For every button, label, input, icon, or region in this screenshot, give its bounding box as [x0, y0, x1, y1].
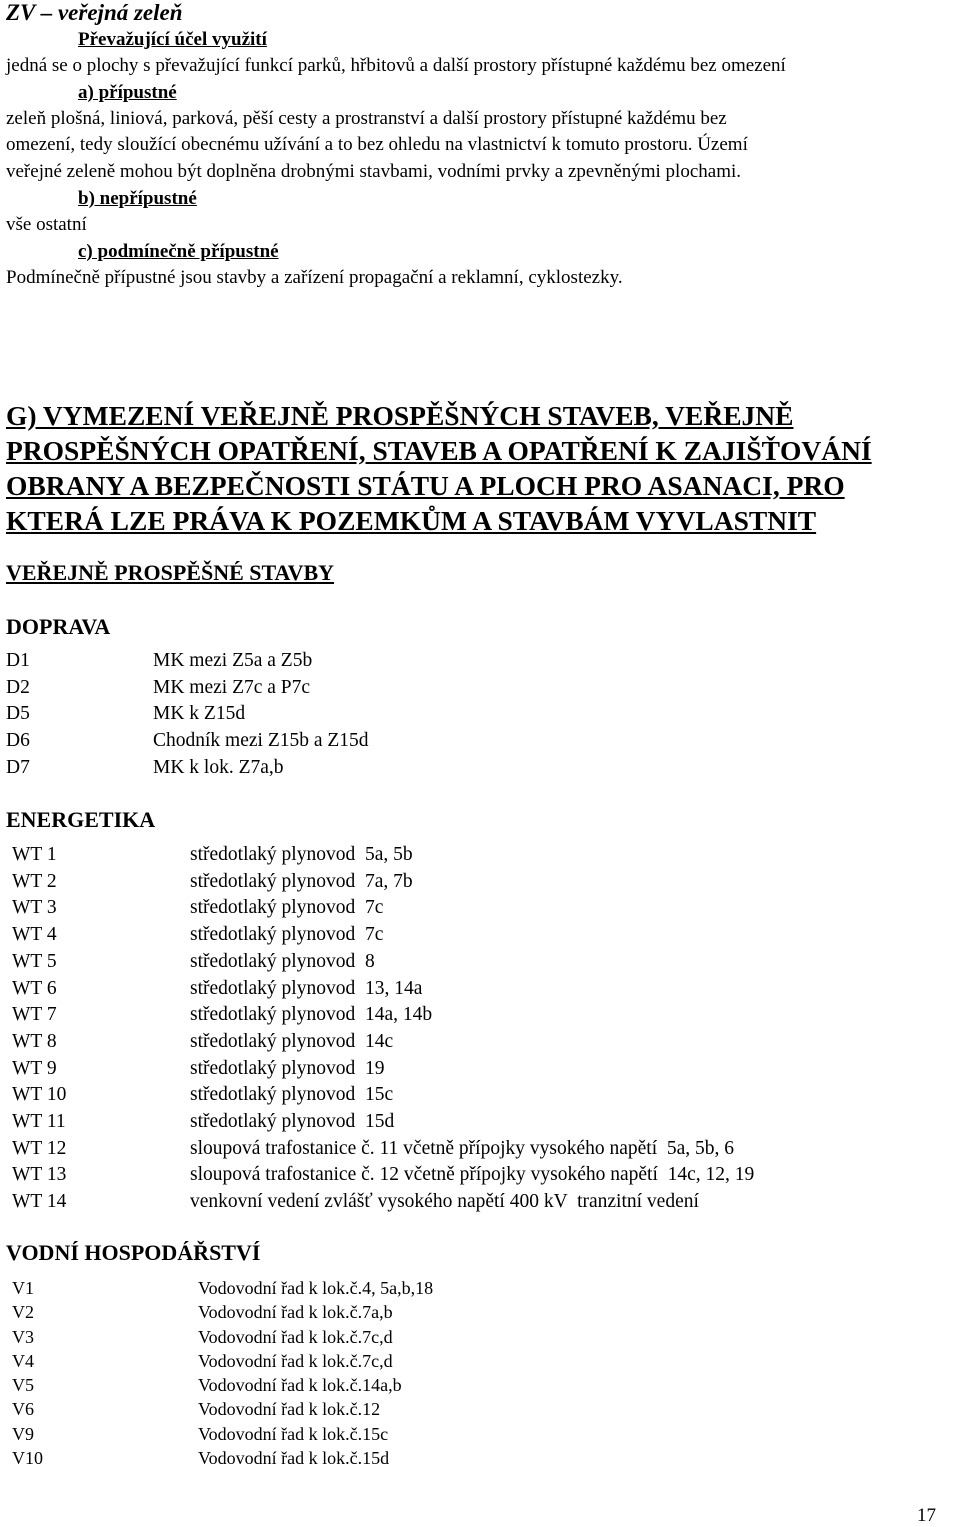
row-code: D1	[6, 650, 30, 671]
row-code: WT 13	[12, 1164, 67, 1186]
table-row	[12, 1056, 754, 1083]
table-row	[12, 949, 754, 976]
row-desc: Chodník mezi Z15b a Z15d	[153, 730, 369, 752]
row-code: WT 7	[12, 1004, 57, 1026]
row-desc: MK mezi Z5a a Z5b	[153, 650, 313, 671]
row-code: WT 10	[12, 1084, 67, 1106]
row-desc: MK mezi Z7c a P7c	[153, 676, 311, 698]
table-row	[12, 1349, 433, 1373]
row-code: WT 9	[12, 1057, 57, 1079]
row-code: V6	[12, 1399, 34, 1420]
row-desc: středotlaký plynovod 7a, 7b	[190, 870, 413, 892]
section-g-title-line-1: G) VYMEZENÍ VEŘEJNĚ PROSPĚŠNÝCH STAVEB, VEŘEJNĚ	[6, 400, 794, 431]
row-desc: Vodovodní řad k lok.č.12	[198, 1399, 381, 1420]
section-g-title-line-2: PROSPĚŠNÝCH OPATŘENÍ, STAVEB A OPATŘENÍ K ZAJIŠŤOVÁNÍ	[6, 435, 872, 466]
table-row	[12, 1325, 433, 1349]
row-code: WT 11	[12, 1111, 66, 1133]
energetika-table	[12, 842, 754, 1216]
row-desc: Vodovodní řad k lok.č.7c,d	[198, 1326, 393, 1347]
row-code: WT 4	[12, 924, 57, 946]
row-desc: Vodovodní řad k lok.č.7c,d	[198, 1350, 393, 1371]
row-desc: Vodovodní řad k lok.č.15c	[198, 1423, 389, 1444]
row-code: V5	[12, 1375, 34, 1396]
row-code: WT 3	[12, 897, 57, 919]
usage-heading: Převažující účel využití	[78, 29, 267, 50]
table-row	[6, 701, 369, 728]
not-permitted-text: vše ostatní	[6, 214, 87, 235]
energetika-heading: ENERGETIKA	[6, 807, 156, 832]
row-desc: středotlaký plynovod 15d	[190, 1111, 395, 1133]
row-desc: MK k lok. Z7a,b	[153, 756, 284, 778]
table-row	[12, 1422, 433, 1446]
table-row	[12, 1162, 754, 1189]
row-desc: sloupová trafostanice č. 12 včetně přípojky vysokého napětí 14c, 12, 19	[190, 1164, 755, 1186]
row-code: WT 14	[12, 1191, 67, 1213]
usage-text: jedná se o plochy s převažující funkcí parků, hřbitovů a další prostory přístupné každému bez omezení	[6, 55, 786, 76]
row-desc: Vodovodní řad k lok.č.14a,b	[198, 1375, 402, 1396]
table-row	[6, 675, 369, 702]
row-code: WT 5	[12, 950, 57, 972]
table-row	[12, 1109, 754, 1136]
public-works-subtitle: VEŘEJNĚ PROSPĚŠNÉ STAVBY	[6, 560, 335, 585]
table-row	[12, 1136, 754, 1163]
table-row	[12, 976, 754, 1003]
row-desc: středotlaký plynovod 13, 14a	[190, 977, 423, 999]
conditional-heading: c) podmínečně přípustné	[78, 241, 279, 262]
table-row	[12, 1446, 433, 1470]
table-row	[6, 728, 369, 755]
row-code: D7	[6, 756, 30, 778]
permitted-heading: a) přípustné	[78, 82, 177, 103]
row-code: V1	[12, 1278, 34, 1298]
table-row	[12, 1300, 433, 1324]
row-desc: středotlaký plynovod 14c	[190, 1030, 394, 1052]
table-row	[12, 1373, 433, 1397]
row-desc: Vodovodní řad k lok.č.4, 5a,b,18	[198, 1278, 434, 1298]
row-code: WT 12	[12, 1137, 67, 1159]
table-row	[12, 1029, 754, 1056]
table-row	[12, 1189, 754, 1216]
zv-title: ZV – veřejná zeleň	[6, 0, 183, 25]
row-desc: Vodovodní řad k lok.č.7a,b	[198, 1302, 393, 1323]
permitted-line-2: omezení, tedy sloužící obecnému užívání a to bez ohledu na vlastnictví k tomuto prostoru. Území	[6, 134, 748, 155]
table-row	[6, 755, 369, 782]
not-permitted-heading: b) nepřípustné	[78, 188, 197, 209]
table-row	[12, 1397, 433, 1421]
row-desc: středotlaký plynovod 15c	[190, 1084, 394, 1106]
row-desc: MK k Z15d	[153, 703, 246, 725]
row-desc: středotlaký plynovod 14a, 14b	[190, 1004, 433, 1026]
table-row	[6, 648, 369, 675]
table-row	[12, 1276, 433, 1300]
permitted-line-1: zeleň plošná, liniová, parková, pěší cesty a prostranství a další prostory přístupné každému bez	[6, 108, 727, 129]
row-desc: Vodovodní řad k lok.č.15d	[198, 1448, 390, 1469]
row-desc: středotlaký plynovod 7c	[190, 924, 384, 946]
table-row	[12, 895, 754, 922]
permitted-line-3: veřejné zeleně mohou být doplněna drobnými stavbami, vodními prvky a zpevněnými plochami.	[6, 161, 742, 182]
row-code: V4	[12, 1350, 34, 1371]
table-row	[12, 1002, 754, 1029]
row-desc: venkovní vedení zvlášť vysokého napětí 400 kV tranzitní vedení	[190, 1191, 699, 1213]
row-desc: středotlaký plynovod 19	[190, 1057, 385, 1079]
row-desc: středotlaký plynovod 8	[190, 950, 375, 972]
table-row	[12, 1082, 754, 1109]
section-g-title-line-3: OBRANY A BEZPEČNOSTI STÁTU A PLOCH PRO ASANACI, PRO	[6, 470, 845, 501]
row-code: V2	[12, 1302, 34, 1323]
row-desc: středotlaký plynovod 7c	[190, 897, 384, 919]
row-code: WT 2	[12, 870, 57, 892]
table-row	[12, 922, 754, 949]
conditional-text: Podmínečně přípustné jsou stavby a zařízení propagační a reklamní, cyklostezky.	[6, 267, 623, 288]
row-code: WT 6	[12, 977, 57, 999]
table-row	[12, 869, 754, 896]
vodni-heading: VODNÍ HOSPODÁŘSTVÍ	[6, 1240, 261, 1265]
row-code: WT 8	[12, 1030, 57, 1052]
section-g-title	[6, 398, 872, 538]
vodni-table	[12, 1276, 433, 1470]
table-row	[12, 842, 754, 869]
row-code: D6	[6, 730, 30, 752]
section-g-title-line-4: KTERÁ LZE PRÁVA K POZEMKŮM A STAVBÁM VYVLASTNIT	[6, 505, 817, 536]
row-code: D2	[6, 676, 30, 698]
doprava-heading: DOPRAVA	[6, 614, 111, 639]
row-code: V3	[12, 1326, 34, 1347]
row-desc: středotlaký plynovod 5a, 5b	[190, 844, 413, 865]
row-code: V10	[12, 1448, 43, 1469]
row-desc: sloupová trafostanice č. 11 včetně přípojky vysokého napětí 5a, 5b, 6	[190, 1137, 735, 1159]
page-number: 17	[917, 1505, 936, 1526]
row-code: V9	[12, 1423, 34, 1444]
doprava-table	[6, 648, 369, 782]
row-code: WT 1	[12, 844, 57, 865]
row-code: D5	[6, 703, 30, 725]
